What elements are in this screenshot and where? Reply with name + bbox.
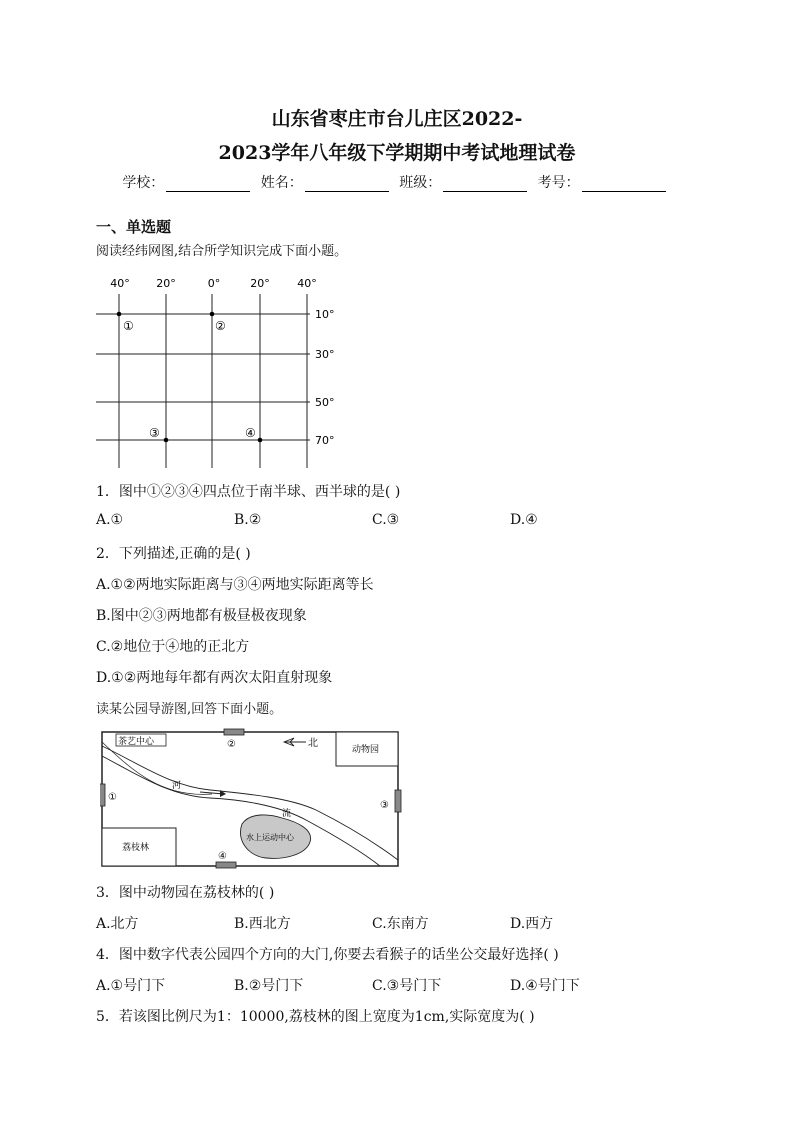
lat-label: 30° — [315, 348, 335, 361]
student-info-row — [0, 172, 794, 192]
q2-option-a[interactable]: A.①②两地实际距离与③④两地实际距离等长 — [96, 577, 374, 593]
question-5-stem: 5．若该图比例尺为1：10000,荔枝林的图上宽度为1cm,实际宽度为( ) — [96, 1009, 535, 1025]
point-2-label: ② — [215, 319, 226, 333]
point-1-label: ① — [123, 319, 134, 333]
q2-option-b[interactable]: B.图中②③两地都有极昼极夜现象 — [96, 608, 307, 624]
gate-1 — [100, 784, 105, 806]
river-label-1: 河 — [172, 781, 182, 791]
question-3-stem: 3．图中动物园在荔枝林的( ) — [96, 885, 275, 901]
class-label: 班级： — [399, 175, 442, 191]
q2-option-d[interactable]: D.①②两地每年都有两次太阳直射现象 — [96, 670, 333, 686]
q1-option-b[interactable]: B.② — [234, 512, 262, 528]
river-label-2: 流 — [282, 809, 292, 819]
title-line-1: 山东省枣庄市台儿庄区2022- — [271, 108, 523, 130]
lon-label: 20° — [156, 277, 176, 290]
q3-option-b[interactable]: B.西北方 — [234, 916, 291, 932]
exam-number-blank[interactable] — [582, 177, 666, 192]
class-blank[interactable] — [443, 177, 527, 192]
name-label: 姓名： — [260, 175, 303, 191]
q3-option-c[interactable]: C.东南方 — [372, 916, 429, 932]
school-blank[interactable] — [166, 177, 250, 192]
q1-option-c[interactable]: C.③ — [372, 512, 400, 528]
lat-label: 10° — [315, 308, 335, 321]
title-line-2: 2023学年八年级下学期期中考试地理试卷 — [218, 142, 576, 164]
lat-label: 70° — [315, 434, 335, 447]
lat-label: 50° — [315, 396, 335, 409]
q4-option-a[interactable]: A.①号门下 — [96, 978, 166, 994]
gate-4-label: ④ — [218, 851, 227, 862]
q4-option-b[interactable]: B.②号门下 — [234, 978, 304, 994]
point-4-dot — [258, 438, 263, 443]
park-guide-map — [100, 728, 402, 870]
lon-label: 40° — [297, 277, 317, 290]
q3-option-d[interactable]: D.西方 — [510, 916, 554, 932]
q1-option-a[interactable]: A.① — [96, 512, 124, 528]
name-blank[interactable] — [305, 177, 389, 192]
point-3-label: ③ — [149, 426, 160, 440]
gate-2-label: ② — [227, 739, 236, 750]
north-label: 北 — [308, 738, 318, 749]
lon-label: 20° — [250, 277, 270, 290]
water-sports-label: 水上运动中心 — [246, 833, 294, 842]
lychee-forest-label: 荔枝林 — [122, 843, 150, 853]
point-4-label: ④ — [245, 426, 256, 440]
point-2-dot — [210, 312, 215, 317]
gate-3-label: ③ — [380, 800, 389, 811]
intro-grid-map: 阅读经纬网图,结合所学知识完成下面小题。 — [96, 244, 348, 259]
q1-option-d[interactable]: D.④ — [510, 512, 538, 528]
question-1-stem: 1．图中①②③④四点位于南半球、西半球的是( ) — [96, 484, 401, 500]
meridian-lines — [119, 294, 307, 468]
lat-lon-grid-map — [90, 272, 350, 472]
gate-1-label: ① — [108, 792, 117, 803]
exam-number-label: 考号： — [537, 175, 580, 191]
school-label: 学校： — [122, 175, 165, 191]
intro-park-map: 读某公园导游图,回答下面小题。 — [96, 702, 283, 717]
lon-label: 0° — [207, 277, 221, 290]
point-3-dot — [164, 438, 169, 443]
q4-option-d[interactable]: D.④号门下 — [510, 978, 580, 994]
gate-2 — [224, 729, 244, 735]
question-2-stem: 2．下列描述,正确的是( ) — [96, 546, 251, 562]
gate-4 — [216, 862, 236, 868]
gate-3 — [395, 790, 401, 812]
q2-option-c[interactable]: C.②地位于④地的正北方 — [96, 639, 250, 655]
q3-option-a[interactable]: A.北方 — [96, 916, 139, 932]
tea-center-label: 茶艺中心 — [118, 737, 155, 747]
lon-label: 40° — [110, 277, 130, 290]
question-4-stem: 4．图中数字代表公园四个方向的大门,你要去看猴子的话坐公交最好选择( ) — [96, 947, 559, 963]
section-title: 一、单选题 — [96, 218, 172, 236]
zoo-label: 动物园 — [352, 745, 380, 755]
point-1-dot — [117, 312, 122, 317]
q4-option-c[interactable]: C.③号门下 — [372, 978, 442, 994]
